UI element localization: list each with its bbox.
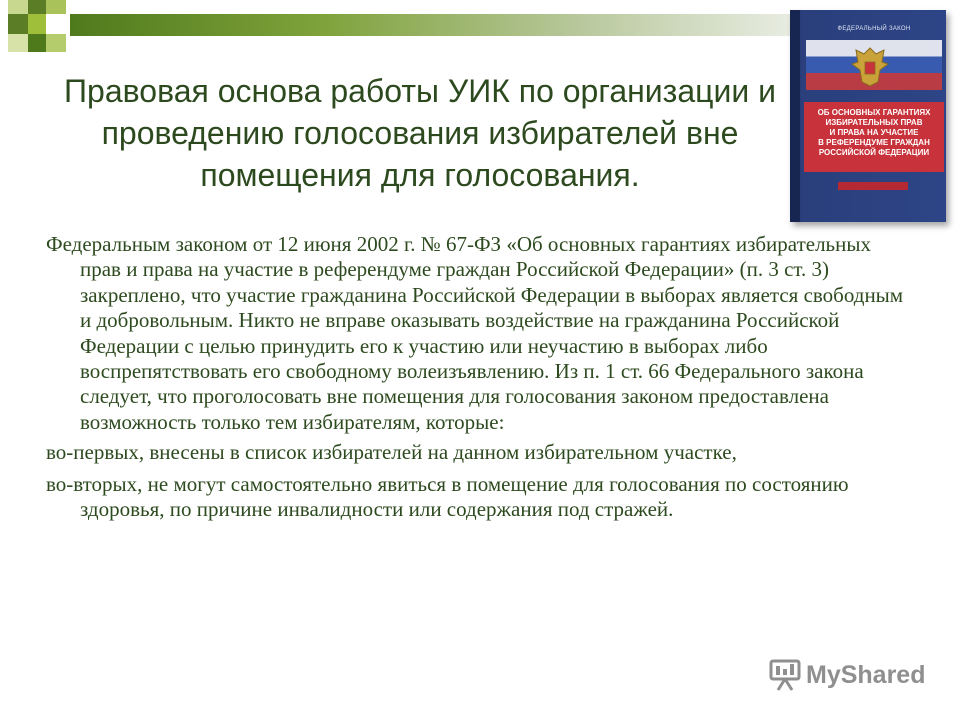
presentation-screen-icon	[768, 658, 802, 692]
decor-square	[8, 34, 28, 52]
watermark-text: MyShared	[806, 661, 926, 689]
decor-square	[28, 14, 46, 34]
book-spine	[790, 10, 800, 222]
decor-square	[28, 34, 46, 52]
book-title-line: И ПРАВА НА УЧАСТИЕ	[829, 128, 919, 137]
double-headed-eagle-icon	[850, 44, 890, 88]
decor-square	[46, 0, 66, 14]
title-line: Правовая основа работы УИК по организации и	[64, 73, 776, 109]
title-line: проведению голосования избирателей вне	[101, 115, 739, 151]
book-bottom-label	[838, 182, 908, 190]
slide-title	[40, 70, 800, 196]
title-line: помещения для голосования.	[200, 157, 640, 193]
book-title-line: ИЗБИРАТЕЛЬНЫХ ПРАВ	[825, 118, 923, 127]
decor-square	[8, 0, 28, 14]
decor-square	[8, 14, 28, 34]
book-title-line: В РЕФЕРЕНДУМЕ ГРАЖДАН	[818, 138, 930, 147]
decor-square	[28, 0, 46, 14]
book-top-label: ФЕДЕРАЛЬНЫЙ ЗАКОН	[837, 26, 911, 32]
book-cover-image	[790, 10, 946, 222]
header-gradient-bar	[70, 14, 790, 36]
watermark	[768, 656, 938, 696]
body-paragraph: во-вторых, не могут самостоятельно явиться в помещение для голосования по состоянию здоровья, по причине инвалидности или содержания под стражей.	[46, 471, 849, 522]
book-title	[806, 108, 942, 158]
body-paragraph: во-первых, внесены в список избирателей на данном избирательном участке,	[46, 440, 737, 465]
body-paragraph: Федеральным законом от 12 июня 2002 г. № 67-ФЗ «Об основных гарантиях избирательных прав и права на участие в референдуме граждан Российской Федерации» (п. 3 ст. 3) закреплено, что участие гражданина Российской Федерации в выборах является свободным и добровольным. Никто не вправе оказывать воздействие на гражданина Российской Федерации с целью принудить его к участию или неучастию в выборах либо воспрепятствовать его свободному волеизъявлению. Из п. 1 ст. 66 Федерального закона следует, что проголосовать вне помещения для голосования законом предоставлена возможность только тем избирателям, которые:	[46, 232, 904, 434]
book-title-line: ОБ ОСНОВНЫХ ГАРАНТИЯХ	[817, 108, 931, 117]
book-title-line: РОССИЙСКОЙ ФЕДЕРАЦИИ	[818, 148, 930, 157]
decor-square	[46, 34, 66, 52]
slide-body	[46, 232, 916, 522]
